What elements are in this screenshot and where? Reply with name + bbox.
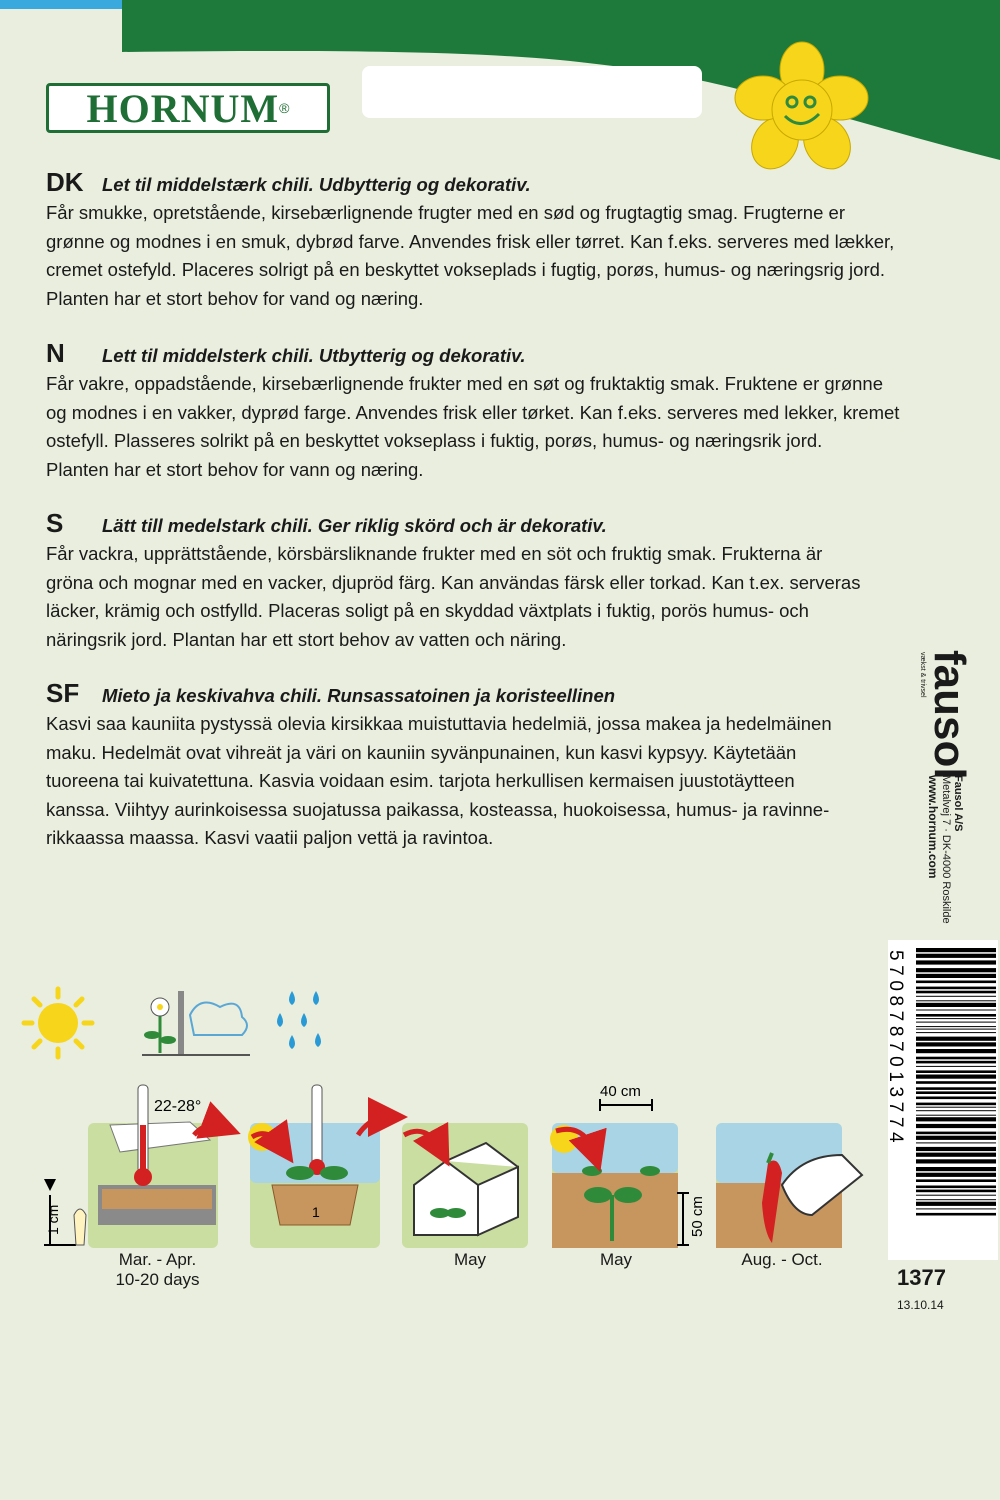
barcode-bar <box>916 987 996 990</box>
body-line: Planten har et stort behov for vann og næring. <box>46 458 424 480</box>
plant-out-time-label: May <box>599 1250 633 1269</box>
body-line: Får smukke, opretstående, kirsebærlignende frugter med en sød og frugtagtig smag. Frugterne er <box>46 202 845 223</box>
language-code: N <box>46 338 65 368</box>
body-line: kanssa. Viihtyy aurinkoisessa suojatussa paikassa, kosteassa, huokoisessa, humus- ja ravinne- <box>46 798 830 820</box>
barcode-bar <box>916 1081 996 1084</box>
barcode-bar <box>916 1066 996 1067</box>
barcode-bar <box>916 981 996 984</box>
germination-days: 10-20 days <box>115 1270 200 1289</box>
brand-name: HORNUM <box>86 85 280 131</box>
sow-time-label <box>90 1250 225 1290</box>
language-code: S <box>46 508 64 538</box>
barcode-bar <box>916 1003 996 1007</box>
barcode-bar <box>916 1010 996 1011</box>
language-code: DK <box>46 167 84 197</box>
section-body <box>46 710 946 853</box>
smiley-flower-icon <box>735 40 870 175</box>
body-line: ostefyll. Plasseres solrikt på en beskyttet vokseplass i fuktig, porøs, humus- og næringsrik jord. <box>46 430 823 451</box>
barcode-bar <box>916 1208 996 1209</box>
section-dk <box>46 167 946 313</box>
barcode-bar <box>916 1153 996 1157</box>
step-greenhouse <box>402 1123 528 1248</box>
body-line: Får vakre, oppadstående, kirsebærlignende frukter med en søt og fruktaktig smak. Fruktene er grønne <box>46 373 884 394</box>
body-line: Planten har et stort behov for vand og næring. <box>46 287 424 309</box>
barcode-bar <box>916 1159 996 1163</box>
barcode-bar <box>916 1014 996 1017</box>
section-body <box>46 370 946 484</box>
barcode-bar <box>916 1142 996 1143</box>
body-line: maku. Hedelmät ovat vihreät ja väri on kauniin syvänpunainen, kun kasvi kypsyy. Käytetään <box>46 741 797 763</box>
barcode-bar <box>916 1087 996 1090</box>
barcode-bar <box>916 1117 996 1121</box>
sow-time: Mar. - Apr. <box>118 1250 197 1269</box>
product-number: 1377 <box>897 1265 946 1290</box>
body-line: Kasvi saa kauniita pystyssä olevia kirsikkaa muistuttavia hedelmiä, jossa makea ja hedelmäinen <box>46 713 832 734</box>
barcode-bar <box>916 1097 996 1100</box>
section-body <box>46 199 946 313</box>
barcode-bar <box>916 1186 996 1189</box>
barcode-bar <box>916 991 996 994</box>
barcode-bar <box>916 1124 996 1128</box>
language-code: SF <box>46 678 80 708</box>
company-name: Fausol A/S <box>952 775 964 832</box>
section-headline: Let til middelstærk chili. Udbytterig og dekorativ. <box>102 174 531 195</box>
barcode-bar <box>916 1057 996 1060</box>
barcode-bar <box>916 1037 996 1041</box>
barcode <box>885 940 998 1260</box>
label-box <box>362 66 702 118</box>
body-line: grønne og modnes i en smuk, dybrød farve. Anvendes frisk eller tørret. Kan f.eks. serveres med lækker, <box>46 230 895 252</box>
barcode-bar <box>916 1032 996 1033</box>
barcode-bar <box>916 1103 996 1106</box>
section-sf <box>46 678 946 853</box>
blue-strip <box>0 0 122 9</box>
body-line: näringsrik jord. Plantan har ett stort behov av vatten och näring. <box>46 628 567 650</box>
barcode-bar <box>916 1029 996 1030</box>
barcode-bar <box>916 1190 996 1193</box>
body-line: gröna och mognar med en vacker, djupröd färg. Kan användas färsk eller torkad. Kan t.ex. serveras <box>46 571 861 593</box>
section-headline: Lett til middelsterk chili. Utbytterig og dekorativ. <box>102 345 526 366</box>
greenhouse-time-label: May <box>453 1250 487 1269</box>
barcode-bar <box>916 1018 996 1019</box>
harvest-time-label: Aug. - Oct. <box>741 1250 823 1269</box>
step-sowing <box>44 1085 222 1248</box>
barcode-bar <box>916 1075 996 1079</box>
company-web: www.hornum.com <box>926 775 940 879</box>
barcode-bar <box>916 1173 996 1177</box>
fausol-tagline: vækst & trivsel <box>919 652 926 698</box>
registered-mark: ® <box>279 100 290 116</box>
barcode-bar <box>916 1132 996 1135</box>
company-info <box>905 650 975 940</box>
barcode-bar <box>916 1110 996 1111</box>
pot-number: 1 <box>312 1204 320 1220</box>
barcode-bar <box>916 954 996 958</box>
section-headline: Lätt till medelstark chili. Ger riklig skörd och är dekorativ. <box>102 515 607 536</box>
body-line: og modnes i en vakker, dyprød farge. Anvendes frisk eller tørket. Kan f.eks. serveres med lekker, kremet <box>46 401 900 423</box>
barcode-bar <box>916 1147 996 1151</box>
hornum-logo <box>46 83 330 133</box>
barcode-bar <box>916 1195 996 1196</box>
step-potting <box>248 1085 388 1248</box>
section-headline: Mieto ja keskivahva chili. Runsassatoinen ja koristeellinen <box>102 685 616 706</box>
step-plant-out <box>550 1083 706 1248</box>
fausol-logo: fausol <box>925 650 974 780</box>
body-line: cremet ostefyld. Placeres solrigt på en beskyttet vokseplads i fugtig, porøs, humus- og næringsrig jord. <box>46 259 886 280</box>
body-line: Får vackra, upprättstående, körsbärsliknande frukter med en söt och fruktig smak. Frukterna är <box>46 543 823 564</box>
barcode-bar <box>916 1199 996 1200</box>
body-line: läcker, krämig och ostfylld. Placeras soligt på en skyddad växtplats i fuktig, porös humus- och <box>46 600 809 621</box>
barcode-bar <box>916 1179 996 1182</box>
barcode-bar <box>916 996 996 997</box>
section-n <box>46 338 946 484</box>
barcode-bar <box>916 948 996 952</box>
barcode-bar <box>916 1107 996 1108</box>
spacing-label: 40 cm <box>600 1083 641 1100</box>
barcode-bar <box>916 1042 996 1046</box>
sheltered-spot-icon <box>142 991 250 1055</box>
company-address: Metalvej 7 · DK-4000 Roskilde <box>940 775 952 924</box>
conditions-icons <box>0 985 340 1065</box>
barcode-bar <box>916 1000 996 1001</box>
barcode-bar <box>916 968 996 972</box>
body-line: tuoreena tai kuivatettuna. Kasvia voidaan esim. tarjota herkullisen kermaisen juustotäytteen <box>46 770 795 791</box>
barcode-bar <box>916 1091 996 1094</box>
barcode-bar <box>916 1115 996 1116</box>
barcode-bar <box>916 960 996 964</box>
barcode-bar <box>916 1061 996 1064</box>
section-body <box>46 540 946 654</box>
step-harvest <box>716 1123 862 1248</box>
barcode-bar <box>916 1136 996 1140</box>
barcode-bar <box>916 1202 996 1206</box>
barcode-bar <box>916 974 996 978</box>
depth-label: 1 cm <box>45 1204 61 1235</box>
barcode-digits: 5708787013774 <box>885 950 906 1148</box>
temperature-label: 22-28° <box>154 1098 202 1115</box>
barcode-bar <box>916 1213 996 1216</box>
barcode-bar <box>916 1070 996 1073</box>
barcode-bar <box>916 1167 996 1171</box>
height-label: 50 cm <box>689 1196 706 1237</box>
sun-icon <box>24 989 92 1057</box>
print-date: 13.10.14 <box>897 1298 944 1312</box>
body-line: rikkaassa maassa. Kasvi vaatii paljon vettä ja ravintoa. <box>46 827 494 848</box>
barcode-bar <box>916 1049 996 1053</box>
water-drops-icon <box>277 991 321 1049</box>
section-s <box>46 508 946 654</box>
barcode-bar <box>916 1026 996 1027</box>
barcode-bar <box>916 1022 996 1023</box>
